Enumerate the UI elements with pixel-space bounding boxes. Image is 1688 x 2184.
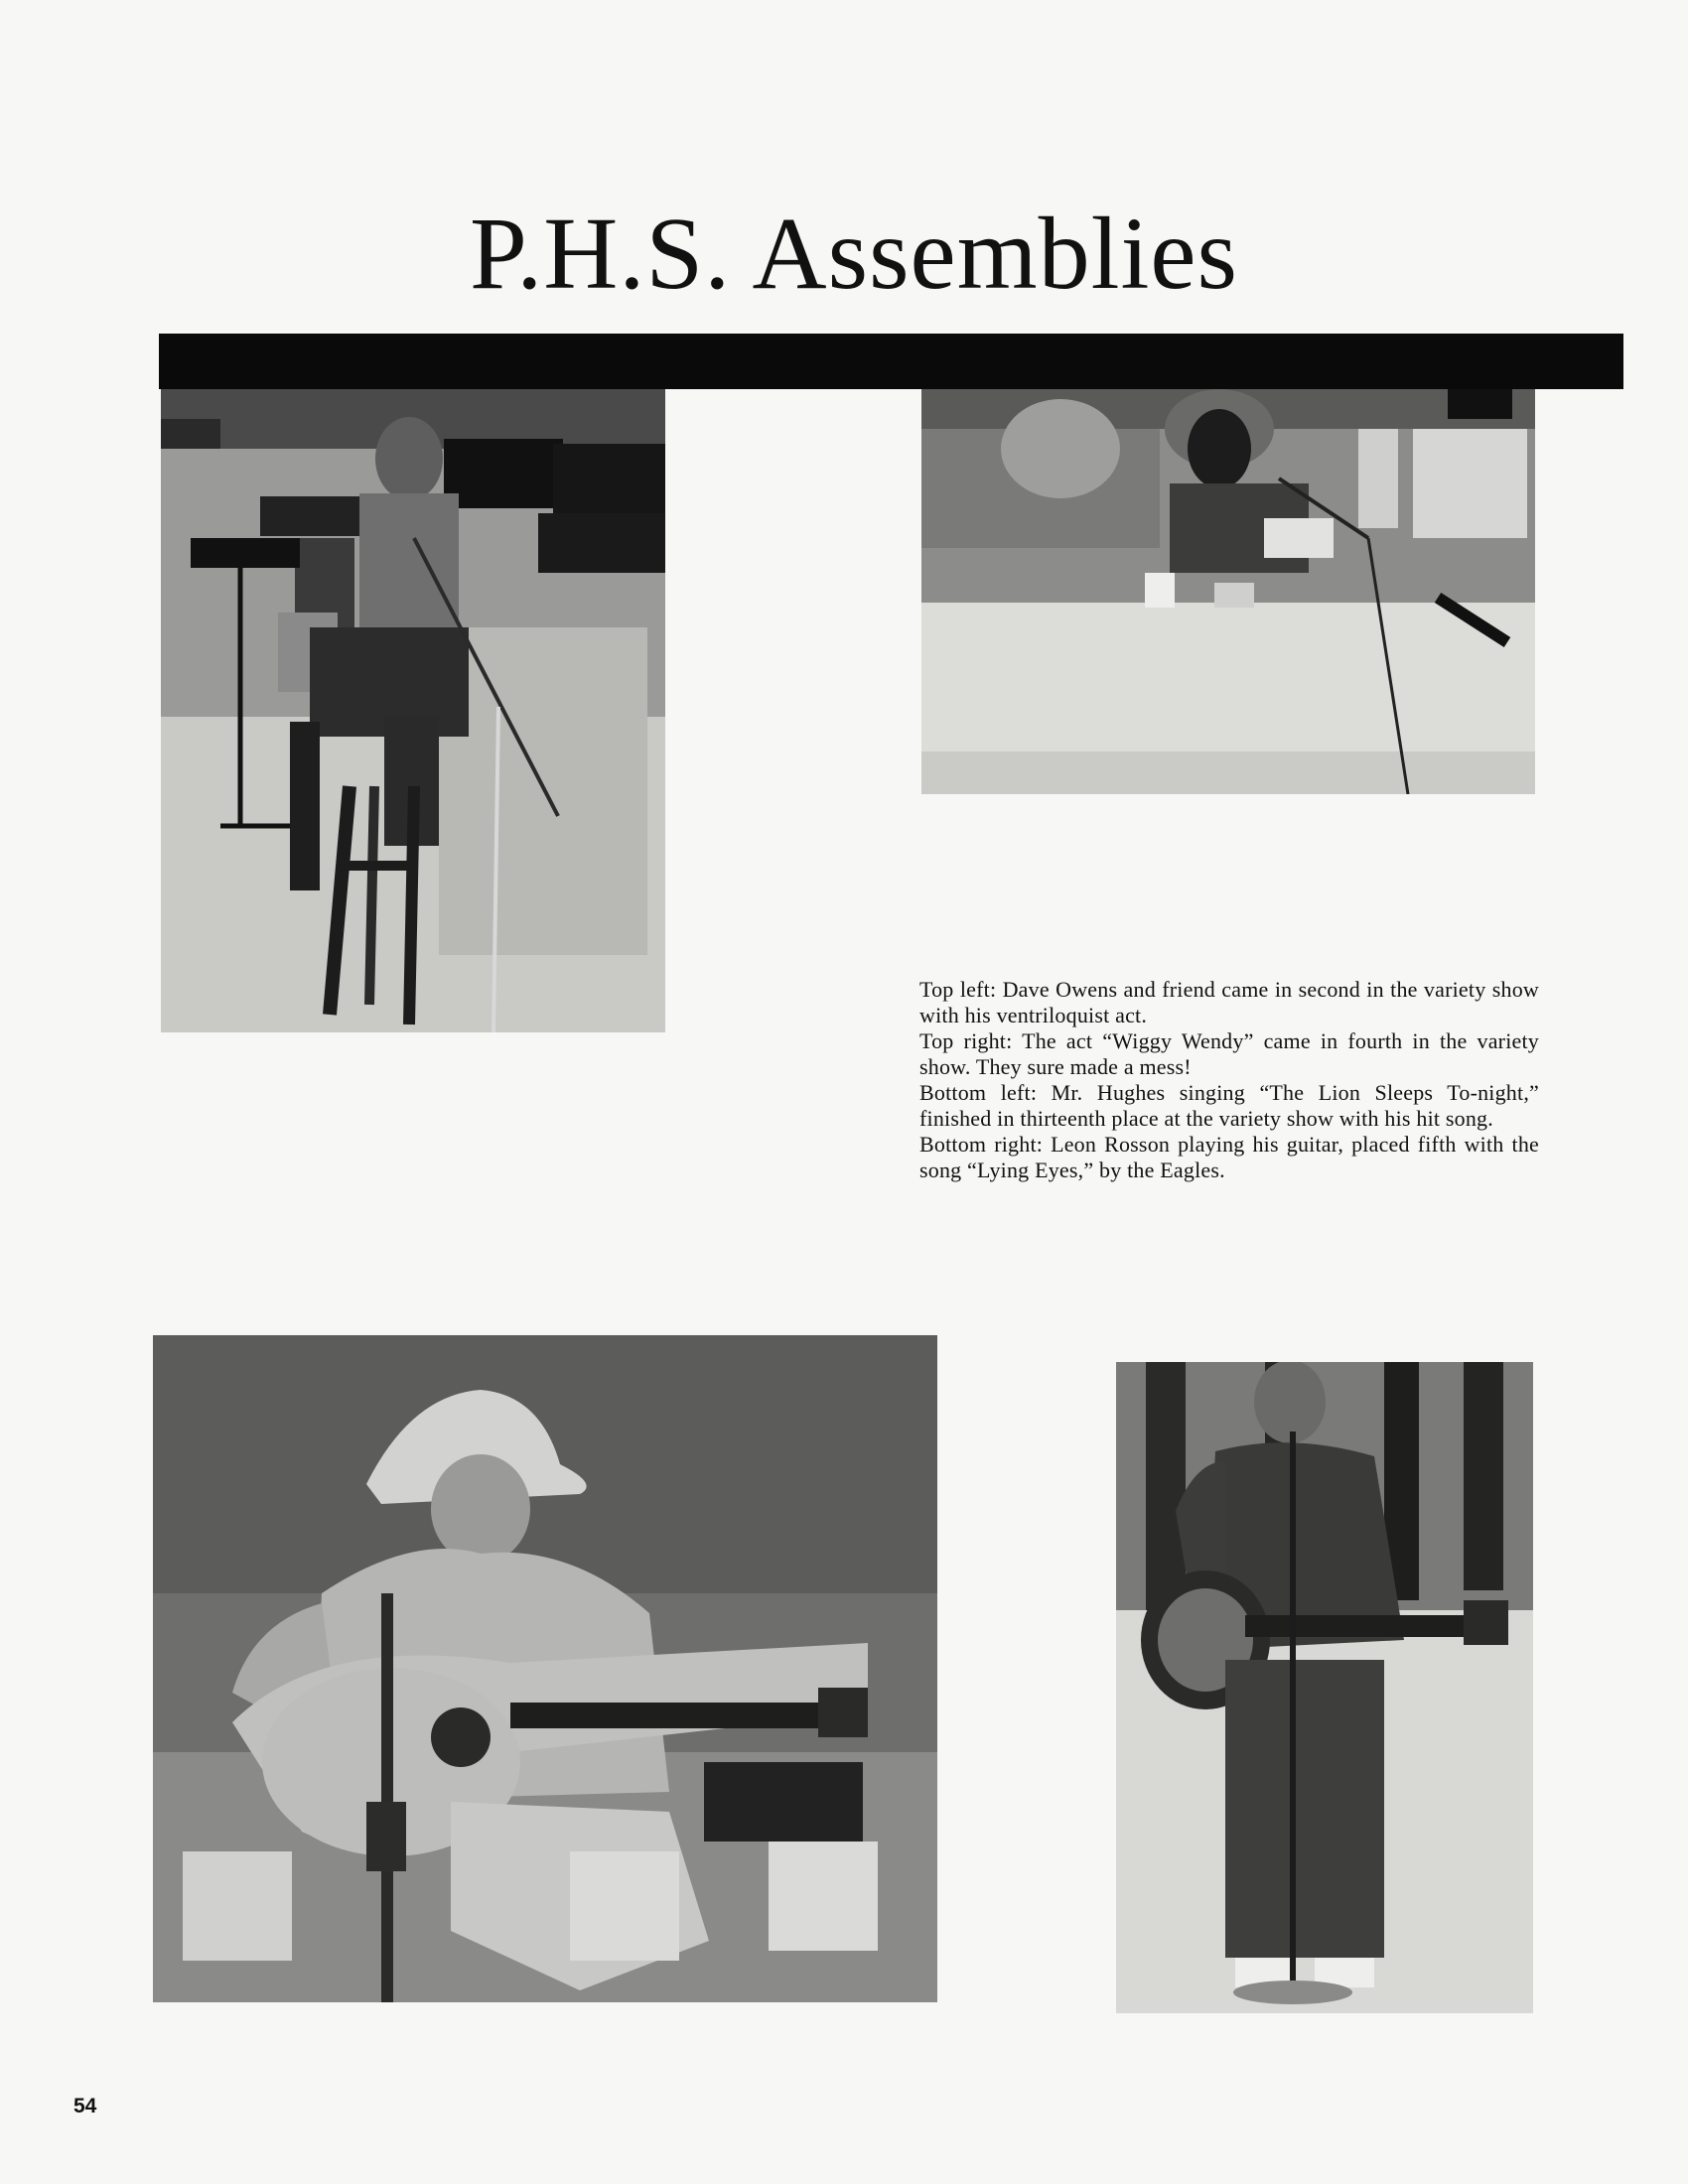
photo-bottom-left	[153, 1335, 937, 2002]
page-number: 54	[73, 2095, 97, 2117]
leon-rosson-photo-icon	[1116, 1362, 1533, 2013]
photo-top-right	[921, 389, 1535, 794]
caption-top-right: Top right: The act “Wiggy Wendy” came in fourth in the variety show. They sure made a mess!	[919, 1028, 1539, 1079]
caption-top-left: Top left: Dave Owens and friend came in second in the variety show with his ventriloquist act.	[919, 977, 1539, 1027]
page-title: P.H.S. Assemblies	[469, 197, 1239, 311]
photo-bottom-right	[1116, 1362, 1533, 2013]
caption-bottom-right: Bottom right: Leon Rosson playing his guitar, placed fifth with the song “Lying Eyes,” by the Eagles.	[919, 1132, 1539, 1182]
wiggy-wendy-photo-icon	[921, 389, 1535, 794]
photo-captions	[919, 977, 1539, 1183]
ventriloquist-photo-icon	[161, 389, 665, 1032]
caption-bottom-left: Bottom left: Mr. Hughes singing “The Lion Sleeps To-night,” finished in thirteenth place at the variety show with his hit song.	[919, 1080, 1539, 1131]
mr-hughes-photo-icon	[153, 1335, 937, 2002]
photo-top-left	[161, 389, 665, 1032]
title-rule-bar	[159, 334, 1623, 389]
